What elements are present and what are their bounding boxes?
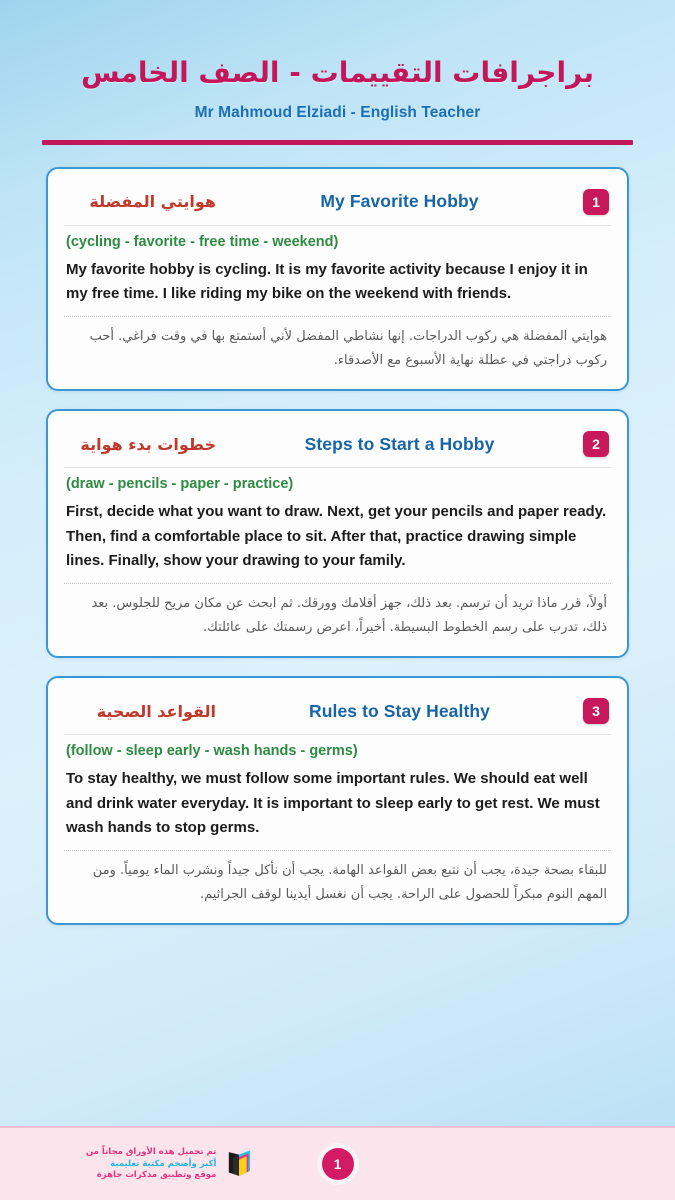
card-title-arabic: القواعد الصحية	[96, 701, 216, 721]
translation-divider	[64, 850, 611, 851]
page-number-badge: 1	[322, 1148, 354, 1180]
card-paragraph-english: My favorite hobby is cycling. It is my favorite activity because I enjoy it in my free time. I like riding my bike on the weekend with friends.	[66, 260, 588, 302]
card-paragraph-arabic: أولاً، قرر ماذا تريد أن ترسم. بعد ذلك، جهز أقلامك وورقك. ثم ابحث عن مكان مريح للجلوس. بعد ذلك، تدرب على رسم الخطوط البسيطة. أخيراً، اعرض رسمتك على عائلتك.	[91, 596, 607, 636]
card-paragraph-english: First, decide what you want to draw. Next, get your pencils and paper ready. Then, find a comfortable place to sit. After that, practice drawing simple lines. Finally, show your drawing to your family.	[66, 503, 607, 569]
paragraph-card	[46, 167, 629, 392]
card-title-english: Rules to Stay Healthy	[308, 700, 491, 721]
paragraph-card-list	[0, 145, 675, 1126]
card-paragraph-arabic: هوايتي المفضلة هي ركوب الدراجات. إنها نشاطي المفضل لأني أستمتع بها في وقت فراغي. أحب ركوب دراجتي في عطلة نهاية الأسبوع مع الأصدقاء.	[89, 329, 607, 369]
page-footer	[0, 1126, 675, 1200]
page-subtitle: Mr Mahmoud Elziadi - English Teacher	[194, 103, 481, 121]
card-number-badge: 1	[583, 189, 609, 215]
brand-watermark	[86, 1147, 256, 1181]
page-header	[0, 0, 675, 145]
card-number-badge: 2	[583, 431, 609, 457]
card-head-divider	[64, 734, 611, 735]
card-paragraph-arabic: للبقاء بصحة جيدة، يجب أن نتبع بعض القواعد الهامة. يجب أن نأكل جيداً ونشرب الماء يومياً. ومن المهم النوم مبكراً للحصول على الراحة. يجب أن نغسل أيدينا لوقف الجراثيم.	[92, 863, 607, 903]
translation-divider	[64, 316, 611, 317]
card-header	[64, 692, 611, 734]
card-number-badge: 3	[583, 698, 609, 724]
paragraph-card	[46, 676, 629, 925]
brand-line-3: موقع وتطبيق مذكرات جاهزة	[96, 1170, 217, 1181]
open-book-logo-icon	[222, 1147, 256, 1181]
card-head-divider	[64, 467, 611, 468]
card-header	[64, 183, 611, 225]
brand-line-2: أكبر وأضخم مكتبة تعليمية	[110, 1158, 217, 1169]
card-title-english: Steps to Start a Hobby	[304, 433, 495, 454]
translation-divider	[64, 583, 611, 584]
paragraph-card	[46, 409, 629, 658]
brand-line-1: تم تحميل هذه الأوراق مجاناً من	[86, 1147, 217, 1158]
card-title-arabic: هوايتي المفضلة	[89, 192, 216, 212]
card-keywords: (draw - pencils - paper - practice)	[66, 476, 294, 493]
brand-text-lines	[86, 1147, 216, 1181]
card-keywords: (follow - sleep early - wash hands - germs)	[66, 743, 358, 760]
card-paragraph-english: To stay healthy, we must follow some important rules. We should eat well and drink water everyday. It is important to sleep early to get rest. We must wash hands to stop germs.	[66, 770, 600, 836]
card-title-english: My Favorite Hobby	[320, 191, 479, 212]
card-header	[64, 425, 611, 467]
card-title-arabic: خطوات بدء هواية	[80, 434, 216, 454]
page-title: براجرافات التقييمات - الصف الخامس	[80, 56, 595, 89]
card-head-divider	[64, 225, 611, 226]
card-keywords: (cycling - favorite - free time - weekend)	[66, 233, 339, 250]
